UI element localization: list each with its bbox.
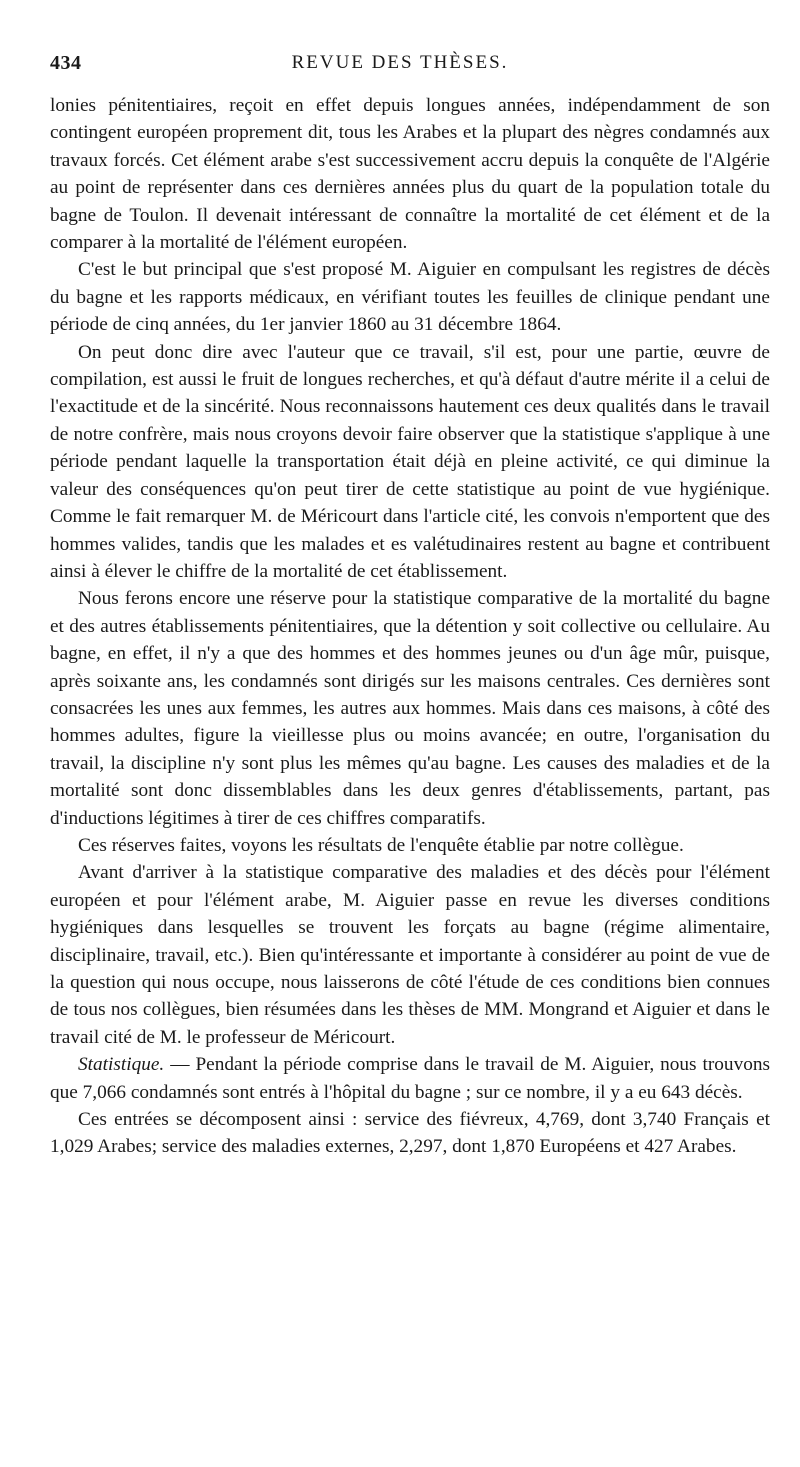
paragraph-continuation: lonies pénitentiaires, reçoit en effet depuis longues années, indépendamment de son contingent européen proprement dit, tous les Arabes et la plupart des nègres condamnés aux travaux forcés. Cet élément arabe s'est successivement accru depuis la conquête de l'Algérie au point de représenter dans ces dernières années plus du quart de la population totale du bagne de Toulon. Il devenait intéressant de connaître la mortalité de cet élément et de la comparer à la mortalité de l'élément européen.: [50, 95, 770, 254]
paragraph: Ces réserves faites, voyons les résultats de l'enquête établie par notre collègue.: [78, 834, 684, 856]
body-text: [50, 92, 770, 1161]
paragraph-statistique: [50, 1051, 770, 1106]
paragraph: Nous ferons encore une réserve pour la statistique comparative de la mortalité du bagne et des autres établissements pénitentiaires, que la détention y soit collective ou cellulaire. Au bagne, en effet, il n'y a que des hommes et des hommes jeunes ou d'un âge mûr, puisque, après soixante ans, les condamnés sont dirigés sur les maisons centrales. Ces dernières sont consacrées les unes aux femmes, les autres aux hommes. Mais dans ces maisons, à côté des hommes adultes, figure la vieillesse plus ou moins avancée; en outre, l'organisation du travail, la discipline n'y sont plus les mêmes qu'au bagne. Les causes des maladies et de la mortalité sont donc dissemblables dans les deux genres d'établissements, partant, pas d'inductions légitimes à tirer de ces chiffres comparatifs.: [50, 588, 770, 829]
section-lead: Statistique.: [78, 1054, 165, 1076]
page-number: 434: [50, 52, 82, 74]
paragraph: On peut donc dire avec l'auteur que ce travail, s'il est, pour une partie, œuvre de compilation, est aussi le fruit de longues recherches, et qu'à défaut d'autre mérite il a celui de l'exactitude et de la sincérité. Nous reconnaissons hautement ces deux qualités dans le travail de notre confrère, mais nous croyons devoir faire observer que la statistique s'applique à une période pendant laquelle la transportation était déjà en pleine activité, ce qui diminue la valeur des conséquences qu'on peut tirer de cette statistique au point de vue hygiénique. Comme le fait remarquer M. de Méricourt dans l'article cité, les convois n'emportent que des hommes valides, tandis que les malades et es valétudinaires restent au bagne et contribuent ainsi à élever le chiffre de la mortalité de cet établissement.: [50, 341, 770, 582]
paragraph: Avant d'arriver à la statistique comparative des maladies et des décès pour l'élément européen et pour l'élément arabe, M. Aiguier passe en revue les diverses conditions hygiéniques dans lesquelles se trouvent les forçats au bagne (régime alimentaire, disciplinaire, travail, etc.). Bien qu'intéressante et importante à considérer au point de vue de la question qui nous occupe, nous laisserons de côté l'étude de ces conditions bien connues de tous nos collègues, bien résumées dans les thèses de MM. Mongrand et Aiguier et dans le travail cité de M. le professeur de Méricourt.: [50, 862, 770, 1048]
paragraph: C'est le but principal que s'est proposé M. Aiguier en compulsant les registres de décès du bagne et les rapports médicaux, en vérifiant toutes les feuilles de clinique pendant une période de cinq années, du 1er janvier 1860 au 31 décembre 1864.: [50, 259, 770, 336]
paragraph: Ces entrées se décomposent ainsi : service des fiévreux, 4,769, dont 3,740 Français et 1,029 Arabes; service des maladies externes, 2,297, dont 1,870 Européens et 427 Arabes.: [50, 1109, 770, 1158]
paragraph-text: — Pendant la période comprise dans le travail de M. Aiguier, nous trouvons que 7,066 condamnés sont entrés à l'hôpital du bagne ; sur ce nombre, il y a eu 643 décès.: [50, 1054, 770, 1103]
running-title: REVUE DES THÈSES.: [291, 52, 509, 73]
page-header: [50, 52, 750, 82]
